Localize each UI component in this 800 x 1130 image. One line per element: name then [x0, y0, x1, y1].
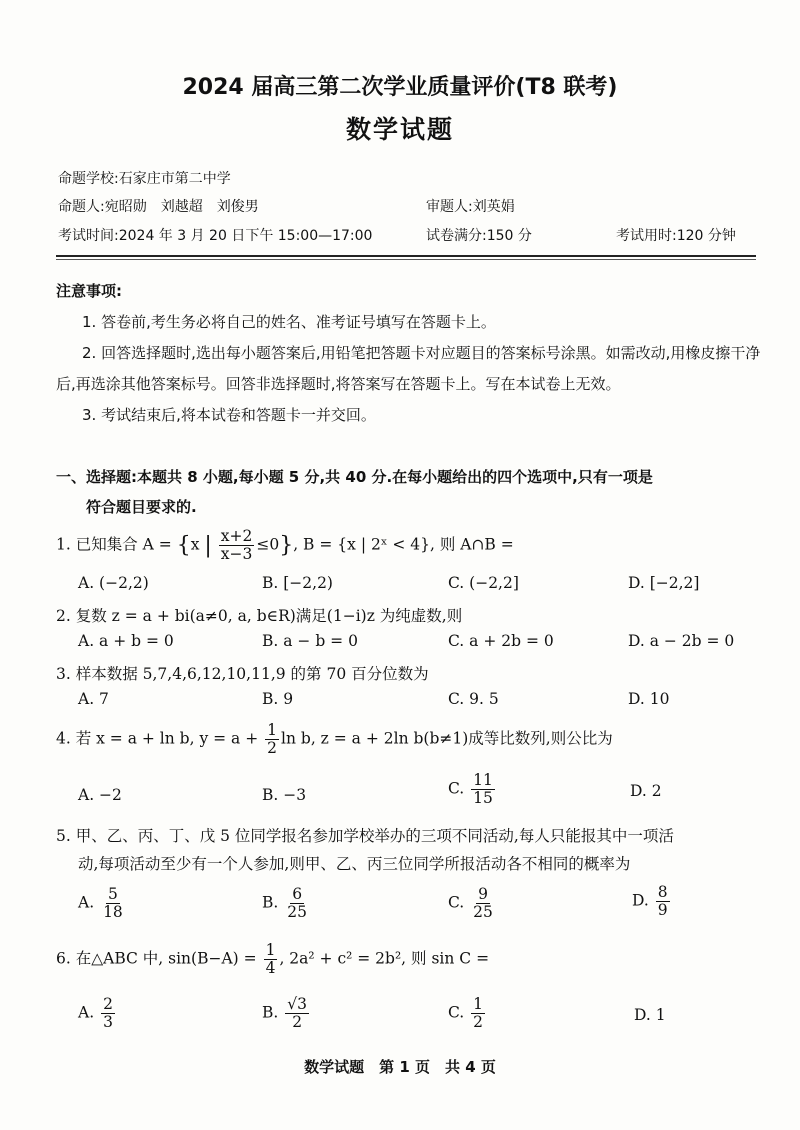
right-brace: }: [279, 533, 294, 559]
meta-full-score: 试卷满分:150 分: [426, 228, 532, 244]
q3-option-c: C. 9. 5: [448, 690, 499, 708]
notes-item: 1. 答卷前,考生务必将自己的姓名、准考证号填写在答题卡上。: [82, 313, 496, 331]
q1-option-a: A. (−2,2): [78, 574, 149, 592]
q5-option-b-fraction: [285, 886, 309, 921]
q4-option-a: A. −2: [78, 786, 122, 804]
q4-option-c-den: 15: [473, 789, 493, 808]
meta-authors: 命题人:宛昭勋 刘越超 刘俊男: [58, 199, 259, 215]
page-footer: 数学试题 第 1 页 共 4 页: [304, 1058, 496, 1076]
header-rule-thin: [56, 259, 756, 260]
exam-title: 2024 届高三第二次学业质量评价(T8 联考): [182, 75, 618, 100]
q4-fraction: [265, 722, 279, 757]
set-bar: |: [204, 533, 212, 559]
meta-exam-time: 考试时间:2024 年 3 月 20 日下午 15:00—17:00: [58, 228, 373, 244]
q3-option-d: D. 10: [628, 690, 670, 708]
meta-reviewer: 审题人:刘英娟: [426, 199, 515, 215]
q1-option-d: D. [−2,2]: [628, 574, 700, 592]
q6-option-a-label: A.: [78, 1003, 95, 1022]
q5-option-c-num: 9: [478, 885, 488, 903]
meta-school: 命题学校:石家庄市第二中学: [58, 171, 231, 187]
q6-option-a-num: 2: [103, 995, 113, 1013]
question-2: 2. 复数 z = a + bi(a≠0, a, b∈R)满足(1−i)z 为纯虚数,则: [56, 607, 463, 625]
notes-block: [56, 276, 766, 431]
q6-prefix: 6. 在△ABC 中, sin(B−A) =: [56, 949, 257, 968]
q6-option-a: [78, 996, 117, 1031]
meta-duration: 考试用时:120 分钟: [616, 228, 736, 244]
header-rule: [56, 255, 756, 257]
q1-prefix: 1. 已知集合 A =: [56, 535, 172, 554]
q6-suffix: , 2a² + c² = 2b², 则 sin C =: [279, 949, 490, 968]
q6-frac-num: 1: [265, 941, 276, 959]
q6-option-c: [448, 996, 487, 1031]
q5-option-a-label: A.: [78, 893, 95, 912]
q1-option-b: B. [−2,2): [262, 574, 333, 592]
q6-fraction: [264, 942, 278, 977]
q5-option-c: [448, 886, 497, 921]
q1-fraction: [219, 528, 255, 563]
q5-option-d-fraction: [656, 884, 670, 919]
q6-option-a-den: 3: [103, 1013, 113, 1032]
q5-option-b: [262, 886, 311, 921]
q6-frac-den: 4: [265, 959, 276, 978]
question-1: [56, 528, 514, 563]
q2-option-c: C. a + 2b = 0: [448, 632, 554, 650]
q5-option-c-den: 25: [473, 903, 493, 922]
q4-option-d: D. 2: [630, 782, 662, 800]
q6-option-b-fraction: [285, 996, 309, 1031]
q5-option-a-fraction: [101, 886, 125, 921]
q5-option-d-den: 9: [657, 901, 668, 920]
q1-frac-num: x+2: [220, 527, 253, 545]
q1-set-var: x: [190, 535, 200, 554]
question-4: [56, 722, 613, 757]
q4-prefix: 4. 若 x = a + ln b, y = a +: [56, 729, 259, 748]
q6-option-c-fraction: [471, 996, 485, 1031]
q5-option-b-label: B.: [262, 893, 279, 912]
section-line-1: 一、选择题:本题共 8 小题,每小题 5 分,共 40 分.在每小题给出的四个选项中,只有一项是: [56, 468, 653, 486]
q6-option-c-label: C.: [448, 1003, 465, 1022]
q6-option-c-num: 1: [473, 995, 484, 1013]
q4-option-b: B. −3: [262, 786, 307, 804]
q5-option-d: [632, 884, 672, 919]
q4-frac-den: 2: [267, 739, 278, 758]
left-brace: {: [176, 533, 191, 559]
q5-option-b-num: 6: [292, 885, 303, 903]
q6-option-d: D. 1: [634, 1006, 666, 1024]
q4-suffix: ln b, z = a + 2ln b(b≠1)成等比数列,则公比为: [281, 729, 613, 748]
q5-option-a: [78, 886, 127, 921]
q1-cond: ≤0: [256, 535, 280, 554]
notes-item: 3. 考试结束后,将本试卷和答题卡一并交回。: [82, 406, 376, 424]
q3-option-a: A. 7: [78, 690, 109, 708]
q6-option-b-den: 2: [292, 1013, 303, 1032]
section-line-2: 符合题目要求的.: [86, 498, 197, 516]
q5-option-a-den: 18: [103, 903, 123, 922]
q2-option-d: D. a − 2b = 0: [628, 632, 735, 650]
notes-item: 2. 回答选择题时,选出每小题答案后,用铅笔把答题卡对应题目的答案标号涂黑。如需改动,用橡皮擦干净后,再选涂其他答案标号。回答非选择题时,将答案写在答题卡上。写在本试卷上无效。: [56, 344, 761, 393]
q4-option-c-num: 11: [473, 771, 493, 789]
q6-option-b-label: B.: [262, 1003, 279, 1022]
notes-heading: 注意事项:: [56, 282, 122, 300]
section-heading: [56, 462, 766, 522]
q5-option-b-den: 25: [287, 903, 307, 922]
q6-option-a-fraction: [101, 996, 115, 1031]
q2-option-a: A. a + b = 0: [78, 632, 174, 650]
q1-suffix: , B = {x | 2ˣ < 4}, 则 A∩B =: [293, 535, 514, 554]
q1-option-c: C. (−2,2]: [448, 574, 519, 592]
q5-option-a-num: 5: [107, 885, 118, 903]
q6-option-c-den: 2: [473, 1013, 484, 1032]
q5-option-d-num: 8: [657, 883, 668, 901]
q5-option-c-label: C.: [448, 893, 465, 912]
q4-option-c-fraction: [471, 772, 495, 807]
q1-frac-den: x−3: [220, 545, 253, 564]
q5-option-c-fraction: [471, 886, 495, 921]
q4-option-c-label: C.: [448, 779, 465, 798]
question-6: [56, 942, 489, 977]
exam-subtitle: 数学试题: [345, 115, 454, 144]
question-3: 3. 样本数据 5,7,4,6,12,10,11,9 的第 70 百分位数为: [56, 665, 429, 683]
q4-frac-num: 1: [267, 721, 278, 739]
question-5-line-2: 动,每项活动至少有一个人参加,则甲、乙、丙三位同学所报活动各不相同的概率为: [78, 855, 631, 873]
q4-option-c: [448, 772, 497, 807]
q3-option-b: B. 9: [262, 690, 294, 708]
question-5-line-1: 5. 甲、乙、丙、丁、戊 5 位同学报名参加学校举办的三项不同活动,每人只能报其中一项活: [56, 827, 674, 845]
q5-option-d-label: D.: [632, 891, 649, 910]
q6-option-b: [262, 996, 311, 1031]
q2-option-b: B. a − b = 0: [262, 632, 358, 650]
q6-option-b-num: √3: [287, 995, 308, 1013]
